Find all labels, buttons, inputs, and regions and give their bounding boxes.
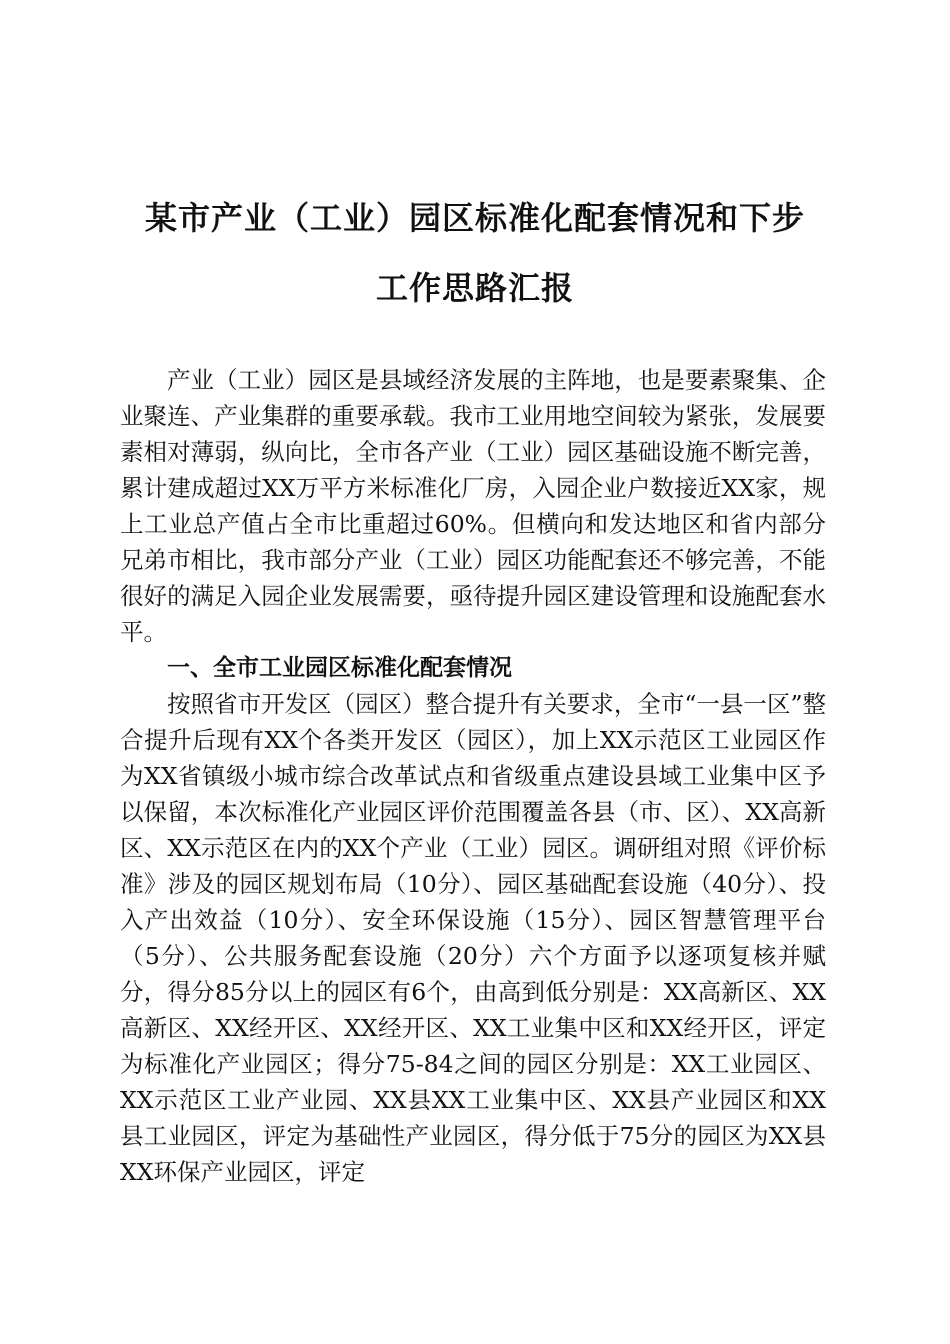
section-heading-1: 一、全市工业园区标准化配套情况 (167, 655, 512, 681)
document-title-line-1: 某市产业（工业）园区标准化配套情况和下步 (144, 199, 805, 237)
paragraph-section-1: 按照省市开发区（园区）整合提升有关要求，全市“一县一区”整合提升后现有XX个各类开发区（园区），加上XX示范区工业园区作为XX省镇级小城市综合改革试点和省级重点建设县域工业集中区予以保留，本次标准化产业园区评价范围覆盖各县（市、区）、XX高新区、XX示范区在内的XX个产业（工业）园区。调研组对照《评价标准》涉及的园区规划布局（10分）、园区基础配套设施（40分）、投入产出效益（10分）、安全环保设施（15分）、园区智慧管理平台（5分）、公共服务配套设施（20分）六个方面予以逐项复核并赋分，得分85分以上的园区有6个，由高到低分别是：XX高新区、XX高新区、XX经开区、XX经开区、XX工业集中区和XX经开区，评定为标准化产业园区；得分75-84之间的园区分别是：XX工业园区、XX示范区工业产业园、XX县XX工业集中区、XX县产业园区和XX县工业园区，评定为基础性产业园区，得分低于75分的园区为XX县XX环保产业园区，评定 (120, 690, 826, 1186)
document-title-line-2: 工作思路汇报 (375, 269, 574, 307)
paragraph-intro: 产业（工业）园区是县域经济发展的主阵地，也是要素聚集、企业聚连、产业集群的重要承载。我市工业用地空间较为紧张，发展要素相对薄弱，纵向比，全市各产业（工业）园区基础设施不断完善，累计建成超过XX万平方米标准化厂房，入园企业户数接近XX家，规上工业总产值占全市比重超过60%。但横向和发达地区和省内部分兄弟市相比，我市部分产业（工业）园区功能配套还不够完善，不能很好的满足入园企业发展需要，亟待提升园区建设管理和设施配套水平。 (120, 366, 826, 646)
document-body (120, 362, 826, 1190)
